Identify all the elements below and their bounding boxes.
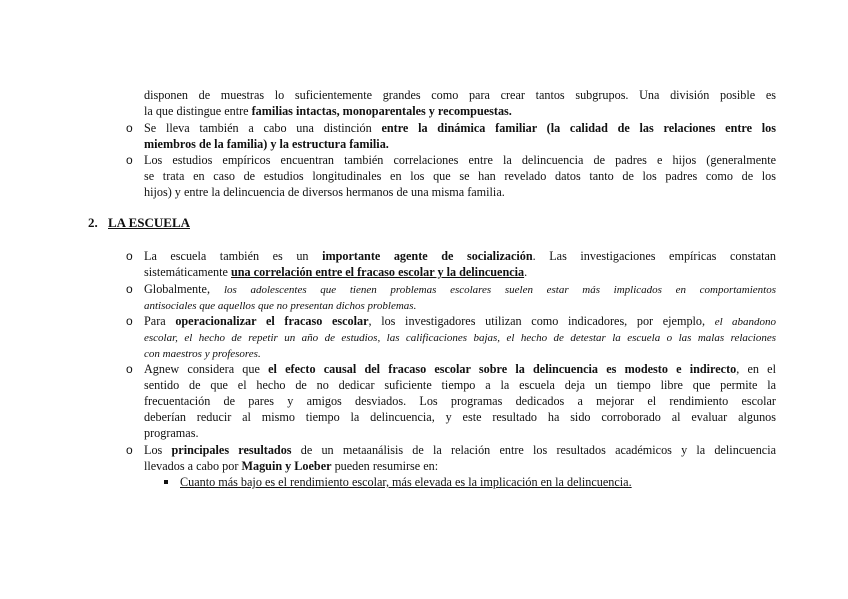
list-item-line: programas. — [144, 426, 199, 440]
sub-list-item: Cuanto más bajo es el rendimiento escolar, más elevada es la implicación en la delincuencia. — [180, 475, 632, 489]
bullet-marker: o — [126, 153, 133, 167]
emphasis-bold: familias intactas, monoparentales y recompuestas. — [251, 104, 512, 118]
bullet-marker: o — [126, 121, 133, 135]
bullet-marker: o — [126, 443, 133, 457]
list-item-line: llevados a cabo por Maguin y Loeber pueden resumirse en: — [144, 459, 439, 473]
list-item-line: con maestros y profesores. — [144, 348, 261, 360]
list-item-line: sentido de que el hecho de no dedicar suficiente tiempo a la escuela deja un tiempo libre que permite la — [144, 378, 776, 392]
list-item-line: La escuela también es un importante agente de socialización. Las investigaciones empíricas constatan — [144, 249, 776, 263]
paragraph-line: la que distingue entre familias intactas, monoparentales y recompuestas. — [144, 104, 512, 118]
bullet-marker: o — [126, 314, 133, 328]
list-item-line: Para operacionalizar el fracaso escolar, los investigadores utilizan como indicadores, por ejemplo, el abandono — [144, 314, 777, 328]
bullet-marker: o — [126, 249, 133, 263]
list-item-line: escolar, el hecho de repetir un año de estudios, las calificaciones bajas, el hecho de detestar la escuela o las malas relaciones — [144, 332, 776, 344]
section-title: LA ESCUELA — [108, 215, 190, 230]
square-bullet-icon — [164, 480, 168, 484]
list-item-line: Agnew considera que el efecto causal del fracaso escolar sobre la delincuencia es modesto e indirecto, en el — [144, 362, 776, 376]
list-item-line: sistemáticamente una correlación entre el fracaso escolar y la delincuencia. — [144, 265, 528, 279]
list-item-line: antisociales que aquellos que no presentan dichos problemas. — [144, 300, 417, 312]
list-item-line: miembros de la familia) y la estructura familia. — [144, 137, 389, 151]
paragraph-line: disponen de muestras lo suficientemente grandes como para crear tantos subgrupos. Una división posible es — [144, 88, 776, 102]
list-item-line: Los principales resultados de un metaanálisis de la relación entre los resultados académicos y la delincuencia — [144, 443, 777, 457]
list-item-line: Globalmente, los adolescentes que tienen problemas escolares suelen estar más implicados en comportamientos — [144, 282, 776, 296]
section-number: 2. — [88, 215, 98, 230]
bullet-marker: o — [126, 282, 133, 296]
list-item-line: deberían reducir al mismo tiempo la delincuencia, y este resultado ha sido corroborado al evaluar algunos — [144, 410, 776, 424]
list-item-line: hijos) y entre la delincuencia de diversos hermanos de una misma familia. — [144, 185, 505, 199]
list-item-line: Se lleva también a cabo una distinción entre la dinámica familiar (la calidad de las relaciones entre los — [144, 121, 776, 135]
bullet-marker: o — [126, 362, 133, 376]
list-item-line: frecuentación de pares y amigos desviados. Los programas dedicados a mejorar el rendimiento escolar — [144, 394, 776, 408]
list-item-line: se trata en caso de estudios longitudinales en los que se han revelado datos tanto de los padres como de los — [144, 169, 776, 183]
list-item-line: Los estudios empíricos encuentran también correlaciones entre la delincuencia de padres e hijos (generalmente — [144, 153, 776, 167]
